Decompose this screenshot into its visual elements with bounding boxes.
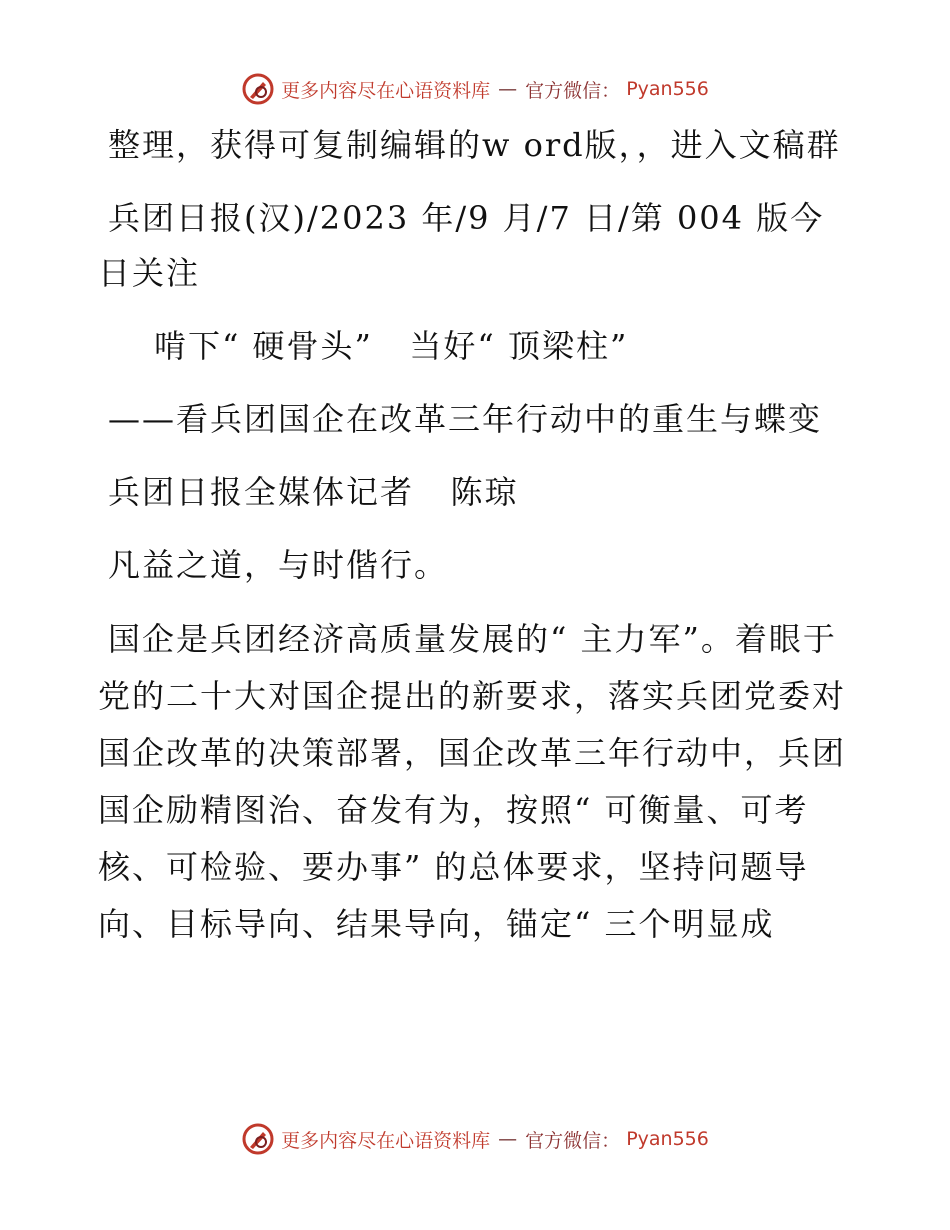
footer-watermark	[0, 1122, 950, 1156]
watermark-wechat-id: Pyan556	[626, 1128, 709, 1150]
watermark-site-text: 更多内容尽在心语资料库	[281, 1129, 491, 1152]
article-lead: 凡益之道，与时偕行。	[108, 546, 449, 584]
watermark-site-text: 更多内容尽在心语资料库	[281, 79, 491, 102]
intro-line: 整理，获得可复制编辑的w ord版，，进入文稿群	[108, 126, 841, 164]
article-byline: 兵团日报全媒体记者 陈琼	[108, 473, 519, 511]
watermark-separator: —	[498, 78, 518, 100]
article-title: 啃下“ 硬骨头” 当好“ 顶梁柱”	[154, 327, 629, 365]
watermark-wechat-label: 官方微信：	[525, 79, 621, 102]
article-paragraph: 国企是兵团经济高质量发展的“ 主力军”。着眼于党的二十大对国企提出的新要求，落实兵团党委对国企改革的决策部署，国企改革三年行动中，兵团国企励精图治、奋发有为，按照“ 可衡量、可考核、可检验、要办事” 的总体要求，坚持问题导向、目标导向、结果导向，锚定“ 三个明显成	[98, 620, 847, 943]
source-line: 兵团日报(汉)/2023 年/9 月/7 日/第 004 版今日关注	[98, 199, 825, 292]
header-watermark	[0, 72, 950, 106]
article-subtitle: ——看兵团国企在改革三年行动中的重生与蝶变	[108, 400, 823, 438]
watermark-separator: —	[498, 1128, 518, 1150]
watermark-wechat-id: Pyan556	[626, 78, 709, 100]
brand-logo-icon	[241, 72, 275, 106]
brand-logo-icon	[241, 1122, 275, 1156]
watermark-wechat-label: 官方微信：	[525, 1129, 621, 1152]
document-body	[98, 118, 850, 953]
